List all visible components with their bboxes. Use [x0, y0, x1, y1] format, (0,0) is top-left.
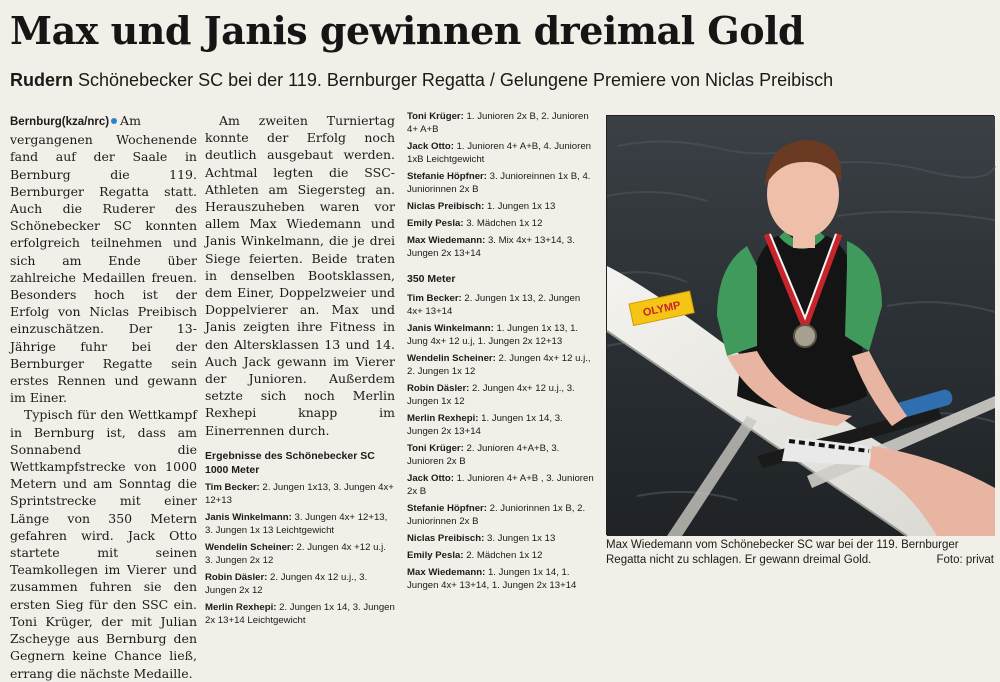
result-entry — [407, 532, 595, 545]
headline: Max und Janis gewinnen dreimal Gold — [10, 8, 805, 53]
result-placings: 3. Mix 4x+ 13+14, 3. Jungen 2x 13+14 — [407, 235, 575, 259]
dateline: Bernburg(kza/nrc) — [10, 116, 110, 128]
result-athlete-name: Janis Winkelmann: — [407, 323, 494, 334]
result-athlete-name: Niclas Preibisch: — [407, 201, 485, 212]
result-entry — [407, 566, 595, 592]
subheadline-text: Schönebecker SC bei der 119. Bernburger Regatta / Gelungene Premiere von Niclas Preibisch — [78, 70, 834, 90]
result-placings: 3. Jungen 4x+ 12+13, 3. Jungen 1x 13 Leichtgewicht — [205, 511, 388, 536]
result-placings: 2. Juniorinnen 1x B, 2. Juniorinnen 2x B — [407, 503, 586, 527]
results-distance-1000: 1000 Meter — [205, 463, 260, 476]
result-placings: 1. Jungen 1x 13, 1. Jung 4x+ 12 u.j, 1. Jungen 2x 12+13 — [407, 323, 579, 347]
result-placings: 3. Junioreinnen 1x B, 4. Juniorinnen 2x B — [407, 171, 591, 195]
results-title: Ergebnisse des Schönebecker SC — [205, 449, 375, 462]
result-placings: 2. Jungen 4x+ 12 u.j., 3. Jungen 1x 12 — [407, 383, 575, 407]
results-column — [407, 110, 595, 596]
result-placings: 2. Mädchen 1x 12 — [466, 550, 543, 561]
result-athlete-name: Wendelin Scheiner: — [407, 353, 496, 364]
article-paragraph: Am zweiten Turniertag konnte der Erfolg noch deutlich ausgebaut werden. Achtmal legten die SSC-Athleten am Siegersteg an. Herauszuheben waren vor allem Max Wiedemann und Janis Winkelmann, die je drei Siege feierten. Beide traten in denselben Bootsklassen, dem Einer, Doppelzweier und Doppelvierer an. Max und Janis zeigten ihre Fitness in den Altersklassen 13 und 14. Auch Jack gewann im Vierer der Junioren. Außerdem setzte sich noch Merlin Rexhepi knapp im Einerrennen durch. — [205, 113, 395, 438]
subheadline-kicker: Rudern — [10, 70, 73, 90]
results-heading — [205, 449, 395, 477]
result-placings: 3. Mädchen 1x 12 — [466, 218, 543, 229]
photo-caption-text: Max Wiedemann vom Schönebecker SC war bei der 119. Bernburger Regatta nicht zu schlagen. Er gewann dreimal Gold. — [606, 539, 959, 566]
result-entry — [407, 110, 595, 136]
rower-photo — [606, 115, 994, 535]
result-entry — [407, 292, 595, 318]
article-column-2 — [205, 112, 395, 631]
result-entry — [407, 322, 595, 348]
result-entry — [407, 352, 595, 378]
result-placings: 1. Junioren 4+ A+B, 4. Junioren 1xB Leichtgewicht — [407, 141, 591, 165]
result-athlete-name: Janis Winkelmann: — [205, 511, 292, 523]
results-distance-350: 350 Meter — [407, 273, 456, 285]
result-entry — [407, 234, 595, 260]
result-placings: 2. Jungen 4x 12 u.j., 3. Jungen 2x 12 — [205, 571, 368, 596]
result-entry — [407, 442, 595, 468]
result-entry — [407, 170, 595, 196]
result-placings: 2. Junioren 4+A+B, 3. Junioren 2x B — [407, 443, 560, 467]
result-athlete-name: Robin Däsler: — [205, 571, 268, 583]
results-list-350 — [407, 292, 595, 592]
result-athlete-name: Toni Krüger: — [407, 443, 464, 454]
article-paragraph-text: Am vergangenen Wochenende fand auf der Saale in Bernburg die 119. Bernburger Regatta statt. Auch die Ruderer des Schönebecker SC konnten erfolgreich teilnehmen und sich am Ende über zahlreiche Medaillen freuen. Besonders hoch ist der Erfolg von Niclas Preibisch einzuschätzen. Der 13-Jährige fuhr bei der Bernburger Regatte sein erstes Rennen und gewann im Einer. — [10, 113, 197, 406]
result-placings: 1. Jungen 1x 13 — [487, 201, 556, 212]
result-athlete-name: Tim Becker: — [407, 293, 462, 304]
result-placings: 1. Junioren 2x B, 2. Junioren 4+ A+B — [407, 111, 589, 135]
result-athlete-name: Emily Pesla: — [407, 550, 464, 561]
result-entry — [407, 412, 595, 438]
result-athlete-name: Merlin Rexhepi: — [407, 413, 479, 424]
result-entry — [407, 382, 595, 408]
photo-credit: Foto: privat — [936, 554, 994, 566]
result-entry — [205, 511, 395, 537]
result-entry — [205, 571, 395, 597]
result-athlete-name: Jack Otto: — [407, 141, 454, 152]
result-placings: 2. Jungen 1x 13, 2. Jungen 4x+ 13+14 — [407, 293, 581, 317]
result-entry — [205, 481, 395, 507]
article-paragraph — [10, 112, 197, 406]
result-entry — [205, 541, 395, 567]
result-athlete-name: Stefanie Höpfner: — [407, 503, 487, 514]
result-placings: 2. Jungen 4x+ 12 u.j., 2. Jungen 1x 12 — [407, 353, 591, 377]
result-entry — [205, 601, 395, 627]
result-entry — [407, 200, 595, 213]
result-entry — [407, 472, 595, 498]
result-athlete-name: Emily Pesla: — [407, 218, 464, 229]
result-placings: 2. Jungen 4x +12 u.j. 3. Jungen 2x 12 — [205, 541, 386, 566]
result-athlete-name: Tim Becker: — [205, 481, 260, 493]
result-placings: 1. Junioren 4+ A+B , 3. Junioren 2x B — [407, 473, 594, 497]
result-athlete-name: Max Wiedemann: — [407, 567, 486, 578]
result-entry — [407, 502, 595, 528]
results-list-1000 — [205, 481, 395, 627]
result-placings: 3. Jungen 1x 13 — [487, 533, 556, 544]
results-list-1000-continued — [407, 110, 595, 260]
result-athlete-name: Jack Otto: — [407, 473, 454, 484]
result-athlete-name: Merlin Rexhepi: — [205, 601, 277, 613]
result-placings: 1. Jungen 1x 14, 3. Jungen 2x 13+14 — [407, 413, 563, 437]
result-athlete-name: Stefanie Höpfner: — [407, 171, 487, 182]
result-placings: 1. Jungen 1x 14, 1. Jungen 4x+ 13+14, 1. Jungen 2x 13+14 — [407, 567, 577, 591]
result-athlete-name: Niclas Preibisch: — [407, 533, 485, 544]
result-athlete-name: Wendelin Scheiner: — [205, 541, 294, 553]
photo-caption — [606, 538, 994, 568]
boat-lettering: OLYMP — [641, 299, 682, 320]
medal — [794, 325, 816, 347]
result-entry — [407, 549, 595, 562]
bullet-icon — [111, 118, 117, 124]
article-column-1 — [10, 112, 197, 682]
result-placings: 2. Jungen 1x13, 3. Jungen 4x+ 12+13 — [205, 481, 394, 506]
result-entry — [407, 217, 595, 230]
rower-photo-illustration — [607, 116, 995, 536]
result-athlete-name: Toni Krüger: — [407, 111, 464, 122]
article-paragraph: Typisch für den Wettkampf in Bernburg ist, dass am Sonnabend die Wettkampfstrecke von 1000 Metern und am Sonntag die Sprintstrecke mit einer Länge von 350 Metern gefahren wird. Jack Otto startete mit seinen Teamkollegen im Vierer und zusammen fuhren sie den ersten Sieg für den SSC ein. Toni Krüger, der mit Julian Zscheyge aus Bernburg den Gegnern keine Chance ließ, errang die nächste Medaille. — [10, 407, 197, 681]
result-athlete-name: Max Wiedemann: — [407, 235, 486, 246]
result-placings: 2. Jungen 1x 14, 3. Jungen 2x 13+14 Leichtgewicht — [205, 601, 395, 626]
result-athlete-name: Robin Däsler: — [407, 383, 470, 394]
result-entry — [407, 140, 595, 166]
subheadline — [10, 68, 990, 92]
